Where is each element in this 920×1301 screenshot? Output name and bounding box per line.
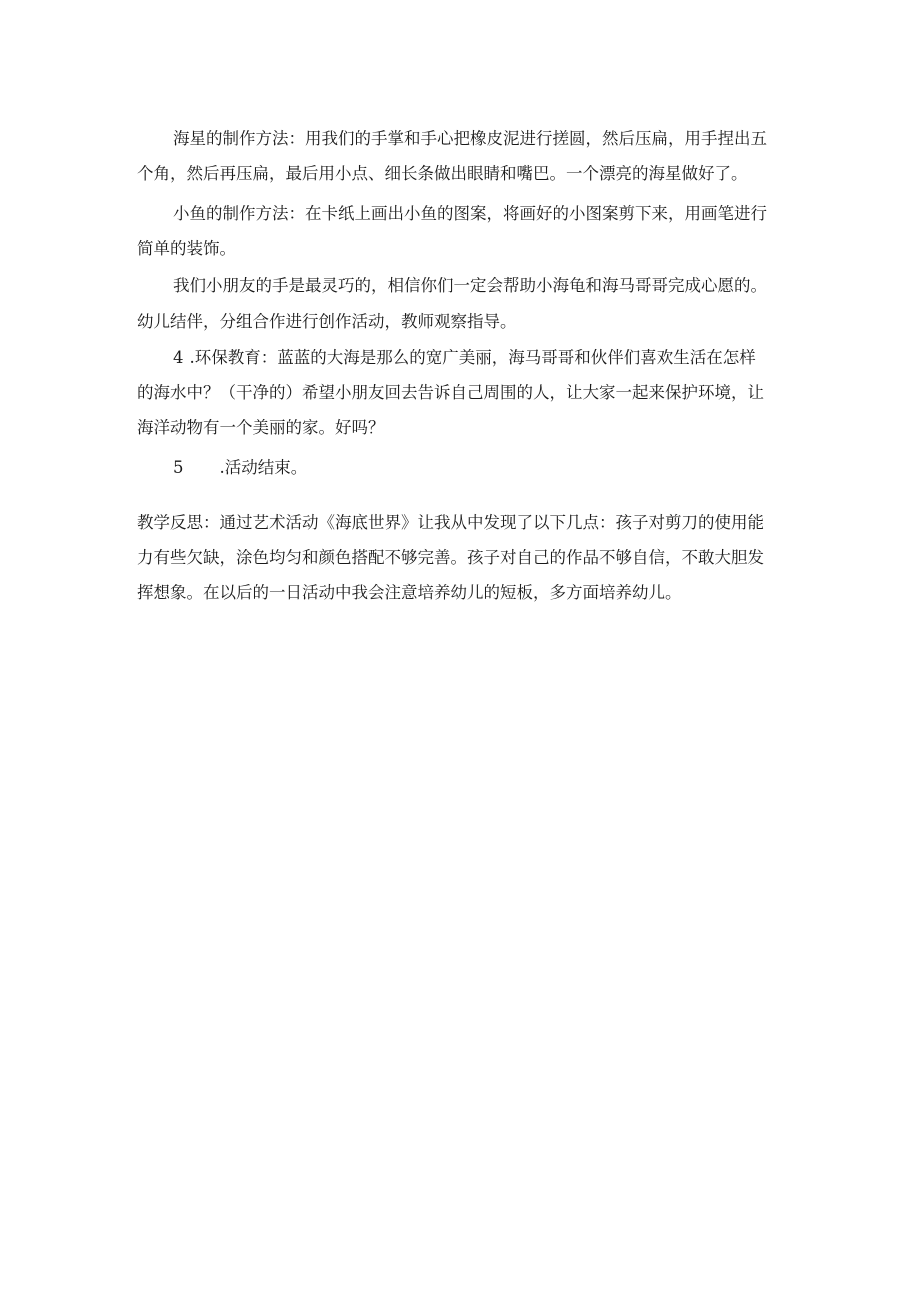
paragraph-fish-method <box>137 196 787 266</box>
text-line: 力有些欠缺，涂色均匀和颜色搭配不够完善。孩子对自己的作品不够自信，不敢大胆发 <box>137 548 764 567</box>
paragraph-encouragement <box>137 268 787 303</box>
text-line: .环保教育：蓝蓝的大海是那么的宽广美丽，海马哥哥和伙伴们喜欢生活在怎样 <box>189 348 756 367</box>
text-line: 我们小朋友的手是最灵巧的，相信你们一定会帮助小海龟和海马哥哥完成心愿的。 <box>173 276 767 295</box>
text-line: 海洋动物有一个美丽的家。好吗？ <box>137 418 385 437</box>
text-line: .活动结束。 <box>219 458 308 477</box>
list-number: 5 <box>173 458 184 477</box>
paragraph-starfish-method <box>137 121 787 191</box>
paragraph-environment-education <box>137 340 787 445</box>
paragraph-activity-end <box>137 450 787 485</box>
text-line: 海星的制作方法：用我们的手掌和手心把橡皮泥进行搓圆，然后压扁，用手捏出五 <box>173 129 767 148</box>
text-line: 挥想象。在以后的一日活动中我会注意培养幼儿的短板，多方面培养幼儿。 <box>137 583 682 602</box>
numbered-line <box>137 450 787 485</box>
text-line: 简单的装饰。 <box>137 239 236 258</box>
text-line: 幼儿结伴，分组合作进行创作活动，教师观察指导。 <box>137 312 517 331</box>
text-line: 教学反思：通过艺术活动《海底世界》让我从中发现了以下几点：孩子对剪刀的使用能 <box>137 513 764 532</box>
paragraph-group-activity <box>137 304 787 339</box>
text-line: 小鱼的制作方法：在卡纸上画出小鱼的图案，将画好的小图案剪下来，用画笔进行 <box>173 204 767 223</box>
text-line: 个角，然后再压扁，最后用小点、细长条做出眼睛和嘴巴。一个漂亮的海星做好了。 <box>137 164 748 183</box>
numbered-line <box>137 340 787 375</box>
list-number: 4 <box>173 348 184 367</box>
paragraph-teaching-reflection <box>137 505 787 610</box>
text-line: 的海水中？（干净的）希望小朋友回去告诉自己周围的人，让大家一起来保护环境，让 <box>137 383 764 402</box>
